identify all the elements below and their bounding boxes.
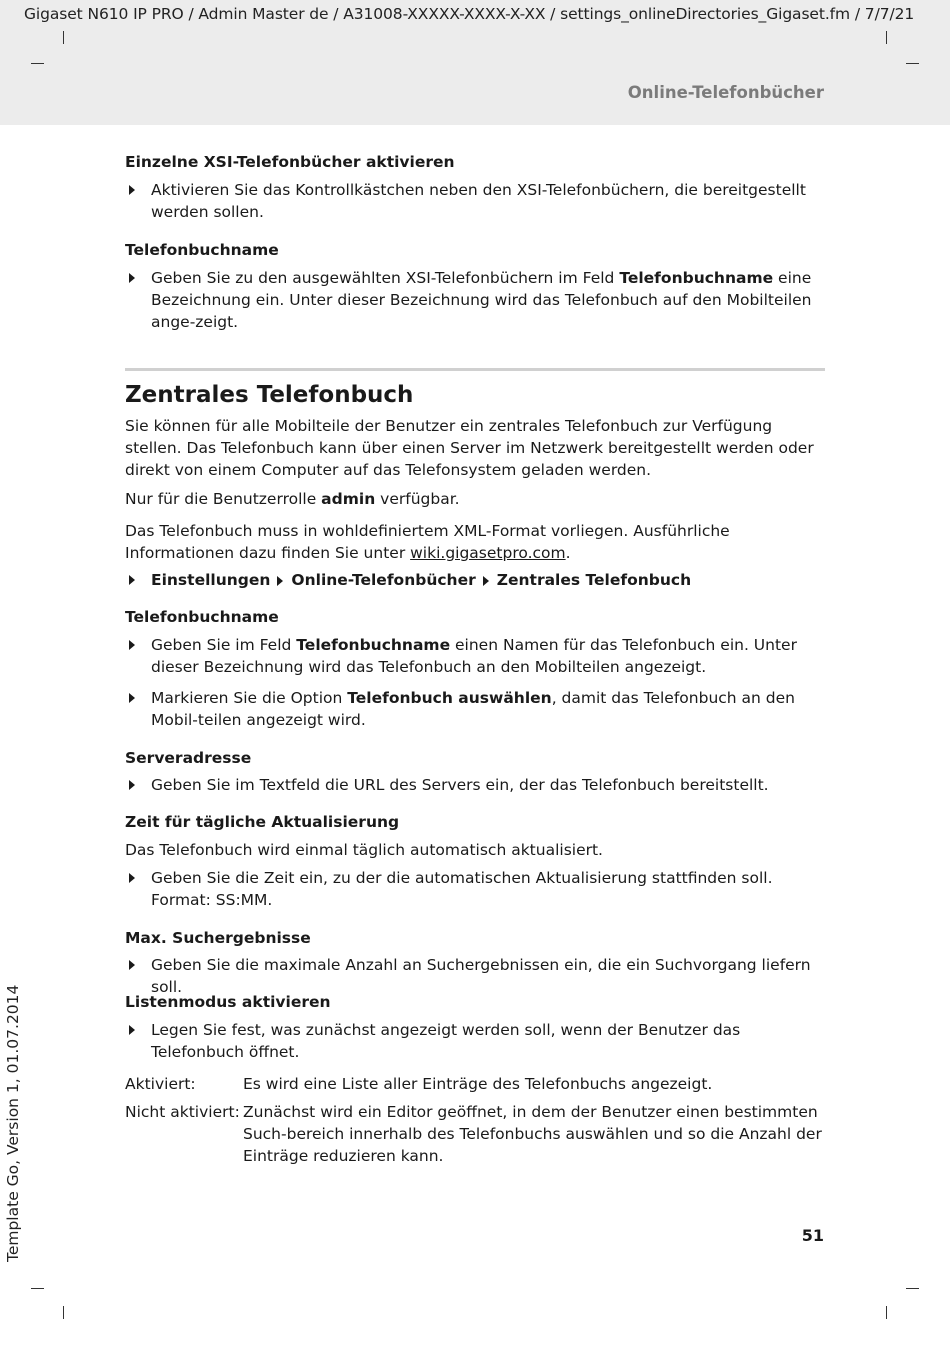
step-arrow-icon	[129, 575, 135, 585]
server-heading: Serveradresse	[125, 749, 252, 767]
crop-mark	[31, 63, 44, 64]
step-text: Geben Sie die Zeit ein, zu der die automatischen Aktualisierung stattfinden soll. Format: SS:MM.	[151, 869, 773, 909]
intro-paragraph: Sie können für alle Mobilteile der Benutzer ein zentrales Telefonbuch zur Verfügung stellen. Das Telefonbuch kann über einen Server im Netzwerk bereitgestellt werden oder direkt von einem Computer auf das Telefonsystem geladen werden.	[125, 417, 814, 479]
field-name: Telefonbuchname	[619, 269, 774, 287]
crop-mark	[906, 1288, 919, 1289]
option-term: Aktiviert:	[125, 1075, 196, 1093]
step-text: Aktivieren Sie das Kontrollkästchen neben den XSI-Telefonbüchern, die bereitgestellt werden sollen.	[151, 181, 806, 221]
step-arrow-icon	[129, 1025, 135, 1035]
step-arrow-icon	[129, 185, 135, 195]
role-text: verfügbar.	[375, 490, 460, 508]
step-text: Geben Sie im Feld	[151, 636, 297, 654]
step-arrow-icon	[129, 693, 135, 703]
option-name: Telefonbuch auswählen	[347, 689, 552, 707]
step-text: eine Bezeichnung ein. Unter dieser Bezeichnung wird das Telefonbuch auf den Mobilteilen ange-zeigt.	[151, 269, 812, 331]
menu-path	[125, 569, 691, 591]
template-version-note: Template Go, Version 1, 01.07.2014	[4, 984, 22, 1262]
crop-mark	[31, 1288, 44, 1289]
option-description: Zunächst wird ein Editor geöffnet, in dem der Benutzer einen bestimmten Such-bereich innerhalb des Telefonbuchs auswählen und so die Anzahl der Einträge reduzieren kann.	[243, 1103, 822, 1165]
document-path: Gigaset N610 IP PRO / Admin Master de / A31008-XXXXX-XXXX-X-XX / settings_onlineDirectories_Gigaset.fm / 7/7/21	[24, 5, 915, 23]
name-step-1	[125, 634, 825, 678]
xml-text: .	[565, 544, 571, 562]
update-step	[125, 867, 825, 911]
xsi-activate-step	[125, 179, 825, 223]
section-divider	[125, 368, 825, 371]
xsi-name-heading: Telefonbuchname	[125, 241, 279, 259]
page-number: 51	[801, 1226, 824, 1245]
step-arrow-icon	[129, 780, 135, 790]
role-text: Nur für die Benutzerrolle	[125, 490, 322, 508]
update-paragraph: Das Telefonbuch wird einmal täglich automatisch aktualisiert.	[125, 841, 603, 859]
step-arrow-icon	[129, 873, 135, 883]
crop-mark	[63, 31, 64, 44]
option-description: Es wird eine Liste aller Einträge des Telefonbuchs angezeigt.	[243, 1075, 713, 1093]
xml-text: Das Telefonbuch muss in wohldefiniertem XML-Format vorliegen. Ausführliche Informationen dazu finden Sie unter	[125, 522, 730, 562]
xsi-activate-heading: Einzelne XSI-Telefonbücher aktivieren	[125, 153, 455, 171]
step-text: , damit das Telefonbuch an den Mobil-teilen angezeigt wird.	[151, 689, 795, 729]
menu-path-item: Einstellungen	[151, 571, 271, 589]
field-name: Telefonbuchname	[296, 636, 451, 654]
step-text: Geben Sie die maximale Anzahl an Suchergebnissen ein, die ein Suchvorgang liefern soll.	[151, 956, 811, 996]
crop-mark	[886, 31, 887, 44]
name-step-2	[125, 687, 825, 731]
step-text: einen Namen für das Telefonbuch ein. Unter dieser Bezeichnung wird das Telefonbuch an den Mobilteilen angezeigt.	[151, 636, 797, 676]
step-text: Geben Sie zu den ausgewählten XSI-Telefonbüchern im Feld	[151, 269, 620, 287]
role-name: admin	[321, 490, 376, 508]
option-term: Nicht aktiviert:	[125, 1103, 240, 1121]
menu-path-item: Zentrales Telefonbuch	[496, 571, 692, 589]
step-arrow-icon	[129, 960, 135, 970]
step-text: Legen Sie fest, was zunächst angezeigt werden soll, wenn der Benutzer das Telefonbuch öffnet.	[151, 1021, 741, 1061]
xsi-name-step	[125, 267, 825, 333]
xml-paragraph	[125, 520, 825, 564]
path-separator-icon	[483, 576, 489, 586]
section-title: Zentrales Telefonbuch	[125, 382, 414, 408]
role-paragraph	[125, 488, 825, 510]
step-text: Geben Sie im Textfeld die URL des Servers ein, der das Telefonbuch bereitstellt.	[151, 776, 769, 794]
wiki-link[interactable]: wiki.gigasetpro.com	[410, 544, 566, 562]
list-mode-heading: Listenmodus aktivieren	[125, 993, 331, 1011]
list-mode-step	[125, 1019, 825, 1063]
running-title: Online-Telefonbücher	[627, 83, 824, 102]
crop-mark	[886, 1306, 887, 1319]
menu-path-item: Online-Telefonbücher	[291, 571, 476, 589]
step-text: Markieren Sie die Option	[151, 689, 348, 707]
path-separator-icon	[277, 576, 283, 586]
server-step	[125, 774, 825, 796]
crop-mark	[63, 1306, 64, 1319]
step-arrow-icon	[129, 273, 135, 283]
step-arrow-icon	[129, 640, 135, 650]
update-heading: Zeit für tägliche Aktualisierung	[125, 813, 400, 831]
name-heading: Telefonbuchname	[125, 608, 279, 626]
crop-mark	[906, 63, 919, 64]
page-header	[0, 0, 950, 125]
max-results-heading: Max. Suchergebnisse	[125, 929, 311, 947]
